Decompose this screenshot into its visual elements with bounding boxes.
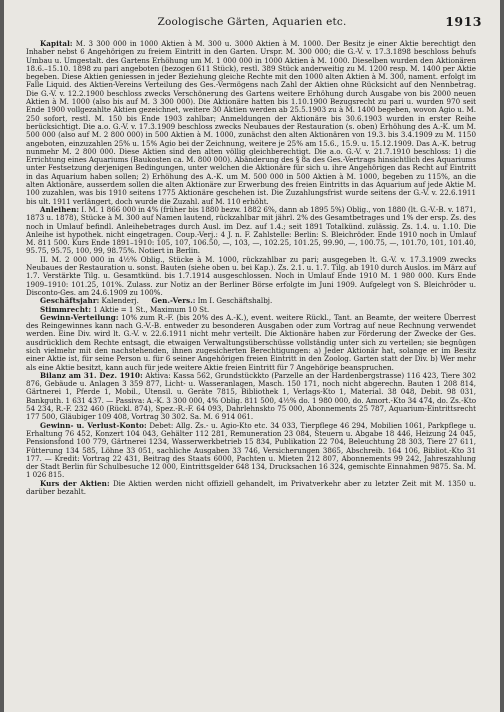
section-text: Aktiva: Kassa 562, Grundstückkto (Parzelle an der Hardenbergstrasse) 116 423, Tiere 302 876, Gebäude u. Anlagen 3 359 877, Licht- u. Wasseranlagen, Masch. 150 171, noch nicht abgerechn. Bauten 1 208 814, Gärtnerei 1, Pferde 1, Mobil., Utensil. u. Geräte 7815, Bibliothek 1, Verlags-Kto 1, Material. 38 048, Debit. 98 031, Bankguth. 1 631 437. — Passiva: A.-K. 3 300 000, 4% Oblig. 811 500, 4½% do. 1 980 000, do. Amort.-Kto 34 474, do. Zs.-Kto 54 234, R.-F. 232 460 (Rückl. 874), Spez.-R.-F. 64 093, Dahrlehnskto 75 000, Abonnements 25 787, Aquarium-Eintrittsrecht 177 500, Gläubiger 109 408, Vortrag 30 302. Sa. M. 6 914 061. (26, 370, 476, 422)
section-label: Anleihen: (40, 204, 80, 214)
running-head (4, 16, 500, 32)
section-label: Bilanz am 31. Dez. 1910: (40, 370, 143, 380)
section-text: 1 Aktie = 1 St., Maximum 10 St. (93, 304, 210, 314)
section-label: Kapital: (40, 39, 73, 48)
running-head-title: Zoologische Gärten, Aquarien etc. (157, 16, 347, 28)
section-text: 10% zum R.-F. (bis 20% des A.-K.), event. weitere Rückl., Tant. an Beamte, der weitere Überrest des Reingewinnes kann nach G.-V.-B. entweder zu besonderen Ausgaben oder zum Vortrag auf neue Rechnung verwendet werden. Eine Div. wird lt. G.-V. v. 22.6.1911 nicht mehr verteilt. Die Aktionäre haben zur Förderung der Zwecke der Ges. ausdrücklich dem Rechte entsagt, die etwaigen Verwaltungsüberschüsse vollständig unter sich zu verteilen; sie begnügen sich vielmehr mit den nachstehenden, ihnen zugesicherten Berechtigungen: a) Jeder Aktionär hat, solange er im Besitz einer Aktie ist, für seine Person u. für 6 seiner Angehörigen freien Eintritt in den Zoolog. Garten statt der Div. b) Wer mehr als eine Aktie besitzt, kann auch für jede weitere Aktie freien Eintritt für 7 Angehörige beanspruchen. (26, 312, 476, 372)
section-kapital (26, 40, 476, 206)
section-label: Gen.-Vers.: (151, 296, 196, 306)
section-text: M. 3 300 000 in 1000 Aktien à M. 300 u. 3000 Aktien à M. 1000. Der Besitz je einer Aktie berechtigt den Inhaber nebst 6 Angehörigen zu freiem Eintritt in den Garten. Urspr. M. 300 000; die G.-V. v. 17.3.1898 beschloss behufs Umbau u. Umgestalt. des Gartens Erhöhung um M. 1 000 000 in 1000 Aktien à M. 1000. Dieselben wurden den Aktionären 18.6.–15.10. 1898 zu pari angeboten (bezogen 611 Stück), restl. 389 Stück anderweitig zu M. 1200 resp. M. 1400 per Aktie begeben. Diese Aktien geniessen in jeder Beziehung gleiche Rechte mit den 1000 alten Aktien à M. 300, nament. erfolgt im Falle Liquid. des Aktien-Vereins Verteilung des Ges.-Vermögens nach Zahl der Aktien ohne Rücksicht auf den Nennbetrag. Die G.-V. v. 12.2.1900 beschloss zwecks Verschönerung des Gartens weitere Erhöhung durch Ausgabe von bis 2000 neuen Aktien à M. 1000 (also bis auf M. 3 300 000). Die Aktionäre hatten bis 1.10.1900 Bezugsrecht zu pari u. wurden 970 seit Ende 1900 vollgezahlte Aktien gezeichnet, weitere 30 Aktien werden ab 25.5.1903 zu à M. 1400 begeben, wovon Agio u. M. 250 sofort, restl. M. 150 bis Ende 1903 zahlbar; Anmeldungen der Aktionäre bis 30.6.1903 wurden in erster Reihe berücksichtigt. Die a.o. G.-V. v. 17.3.1909 beschloss zwecks Neubaues der Restauration (s. oben) Erhöhung des A.-K. um M. 500 000 (also auf M. 2 800 000) in 500 Aktien à M. 1000, zunächst den alten Aktionären von 19.3. bis 3.4.1909 zu M. 1150 angeboten, einzuzahlen 25% u. 15% Agio bei der Zeichnung, weitere je 25% am 15.6., 15.9. u. 15.12.1909. Das A.-K. betrug nunmehr M. 2 800 000. Diese Aktien sind den alten völlig gleichberechtigt. Die a.o. G.-V. v. 21.7.1910 beschloss: 1) die Errichtung eines Aquariums (Baukosten ca. M. 800 000). Abänderung des § 8a des Ges.-Vertrags hinsichtlich des Aquariums unter Festsetzung derjenigen Bedingungen, unter welchen die Aktionäre für sich u. ihre Angehörigen das Recht auf Eintritt in das Aquarium haben sollen; 2) Erhöhung des A.-K. um M. 500 000 in 500 Aktien à M. 1000, begeben zu 115%, an die alten Aktionäre, ausserdem sollen die alten Aktionäre zur Erwerbung des freien Eintritts in das Aquarium auf jede Aktie M. 100 zuzahlen, was bis 1910 seitens 1775 Aktionäre geschehen ist. Die Zuzahlungsfrist wurde seitens der G.-V. v. 22.6.1911 bis ult. 1911 verlängert, doch wurde die Zuzahl. auf M. 110 erhöht. (26, 39, 476, 206)
section-label: Gewinn- u. Verlust-Konto: (40, 420, 147, 430)
section-label: Kurs der Aktien: (40, 478, 110, 488)
section-label: Stimmrecht: (40, 304, 92, 314)
page-number: 1913 (445, 14, 482, 29)
section-kurs-der-aktien (26, 480, 476, 497)
document-page (4, 0, 500, 712)
section-text: Im I. Geschäftshalbj. (197, 296, 273, 306)
section-anleihen-1 (26, 206, 476, 256)
section-bilanz (26, 372, 476, 422)
section-text: Kalenderj. (101, 296, 139, 306)
section-anleihen-2 (26, 256, 476, 297)
section-label: Gewinn-Verteilung: (40, 312, 119, 322)
section-gewinn-verlust (26, 422, 476, 480)
section-text: Die Aktien werden nicht offiziell gehandelt, im Privatverkehr aber zu letzter Zeit mit M. 1350 u. darüber bezahlt. (26, 478, 476, 497)
document-body (26, 40, 476, 706)
section-text: II. M. 2 000 000 in 4½% Oblig., Stücke à M. 1000, rückzahlbar zu pari; ausgegeben lt. G.-V. v. 17.3.1909 zwecks Neubaues der Restauration u. sonst. Bauten (siehe oben u. bei Kap.). Zs. 2.1. u. 1.7. Tilg. ab 1910 durch Auslos. im März auf 1.7. Verstärkte Tilg. u. Gesamtkünd. bis 1.7.1914 ausgeschlossen. Noch in Umlauf Ende 1910 M. 1 980 000. Kurs Ende 1909–1910: 101.25, 101%. Zulass. zur Notiz an der Berliner Börse erfolgte im Juni 1909. Aufgelegt von S. Bleichröder u. Disconto-Ges. am 24.6.1909 zu 100%. (26, 254, 476, 297)
section-gewinn-verteilung (26, 314, 476, 372)
section-text: Debet: Allg. Zs.- u. Agio-Kto etc. 34 033, Tierpflege 46 294, Mobilien 1061, Parkpflege u. Erhaltung 76 452, Konzert 104 043, Gehälter 112 281, Remuneration 23 084, Steuern u. Abgabe 18 446, Heizung 24 045, Pensionsfond 100 779, Gärtnerei 1234, Wasserwerkbetrieb 15 834, Publikation 22 704, Beleuchtung 28 303, Tiere 27 611, Fütterung 134 585, Löhne 33 051, sachliche Ausgaben 33 746, Versicherungen 3865, Abschreib. 164 106, Bibliot.-Kto 31 177. — Kredit: Vortrag 22 431, Beitrag des Staats 6000, Pachten u. Mieten 212 807, Abonnements 99 242, Jahreszahlung der Stadt Berlin für Schulbesuche 12 000, Eintrittsgelder 648 134, Drucksachen 16 324, gemischte Einnahmen 9875. Sa. M. 1 026 815. (26, 420, 476, 480)
section-text: I. M. 1 866 000 in 4% (früher bis 1880 bezw. 1882 6%, dann ab 1895 5%) Oblig., von 1880 (lt. G.-V.-B. v. 1871, 1873 u. 1878), Stücke à M. 300 auf Namen lautend, rückzahlbar mit jährl. 2% des Gesamtbetrages und 1% der ersp. Zs. des noch in Umlauf befindl. Anleihebetrages durch Ausl. im Dez. auf 1.4.; seit 1891 Totalkünd. zulässig. Zs. 1.4. u. 1.10. Die Anleihe ist hypothek. nicht eingetragen. Coup.-Verj.: 4 J. n. F. Zahlstelle: Berlin: S. Bleichröder. Ende 1910 noch in Umlauf M. 811 500. Kurs Ende 1891–1910: 105, 107, 106.50, —, 103, —, 102.25, 101.25, 99.90, —, 100.75, —, 101.70, 101, 101.40, 95.75, 95.75, 100, 99, 98.75%. Notiert in Berlin. (26, 204, 476, 256)
section-label: Geschäftsjahr: (40, 296, 100, 306)
